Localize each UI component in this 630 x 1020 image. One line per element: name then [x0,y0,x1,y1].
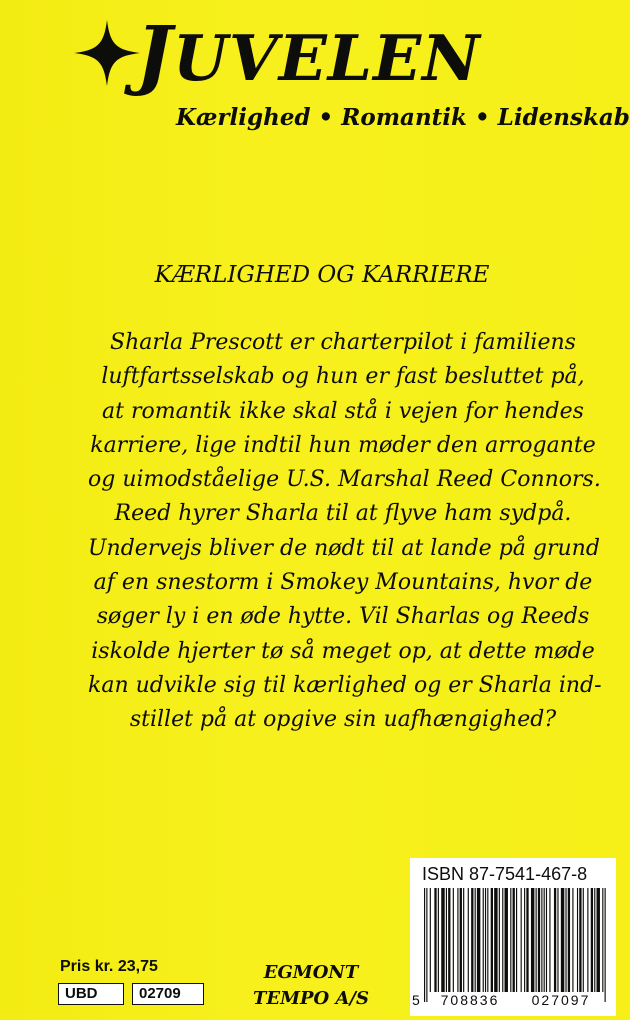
blurb-line: luftfartsselskab og hun er fast besluttet på, [101,364,585,390]
blurb-heading: KÆRLIGHED OG KARRIERE [154,262,490,288]
four-point-star-icon [74,20,140,86]
blurb-text [88,326,602,738]
barcode-bar [468,888,469,992]
barcode-bar [494,888,497,992]
ean-first-digit: 5 [412,992,420,1008]
barcode-bar [568,888,570,992]
barcode-bar [521,888,522,992]
barcode-bar [438,888,439,992]
blurb-line: og uimodståelige U.S. Marshal Reed Connors. [88,467,601,493]
price-codes [58,983,204,1005]
isbn-number: ISBN 87-7541-467-8 [422,864,588,884]
barcode-bar [434,888,436,992]
ean-digit-group: 708836 [428,992,512,1008]
barcode-bar [577,888,578,992]
barcode-bar [502,888,503,992]
barcode-bar [561,888,564,992]
barcode-bar [505,888,508,992]
blurb-line: iskolde hjerter tø så meget op, at dette møde [91,638,595,664]
barcode-bar [463,888,464,992]
barcode-bar [477,888,480,992]
ubd-code-box: UBD [58,983,124,1005]
barcode-bar [546,888,547,992]
barcode-bar [526,888,528,1002]
barcode-bar [572,888,573,992]
barcode-bar [565,888,566,992]
barcode-bar [579,888,581,992]
barcode-bar [430,888,431,992]
barcode-bar [475,888,476,992]
barcode-bar [487,888,488,992]
barcode-bar [424,888,425,1002]
blurb-line: Reed hyrer Sharla til at flyve ham sydpå. [114,501,572,527]
barcode-bar [453,888,454,992]
barcode-image [416,888,610,1002]
barcode-bar [483,888,484,992]
barcode-bar [549,888,550,992]
barcode-bar [531,888,534,1002]
barcode-bar [538,888,540,992]
barcode-bar [457,888,458,992]
barcode-bar [441,888,444,992]
barcode-bar [557,888,558,992]
barcode-bar [446,888,447,992]
barcode-bar [499,888,500,992]
barcode-bar [510,888,511,992]
barcode-bar [544,888,545,992]
barcode-bar [426,888,427,1002]
series-tagline: Kærlighed • Romantik • Lidenskab [176,104,630,131]
barcode-bar [605,888,606,1002]
barcode-bar [516,888,517,992]
blurb-line: kan udvikle sig til kærlighed og er Sharla ind- [88,672,602,698]
ean-digit-group: 027097 [518,992,604,1008]
barcode-bar [591,888,593,992]
barcode-bar [587,888,588,992]
barcode-bar [513,888,515,992]
barcode-bar [485,888,486,992]
barcode-bar [471,888,473,992]
barcode-bar [491,888,493,992]
blurb-line: søger ly i en øde hytte. Vil Sharlas og Reeds [96,604,590,630]
series-title: JUVELEN [136,9,481,98]
barcode-bar [583,888,584,992]
barcode-bar [524,888,525,992]
barcode-bar [602,888,603,1002]
publisher-line: TEMPO A/S [252,988,370,1009]
barcode-panel [410,858,616,1016]
barcode-bar [594,888,595,992]
barcode-bar [536,888,537,1002]
blurb-line: karriere, lige indtil hun møder den arrogante [90,432,596,458]
publisher-line: EGMONT [263,962,359,983]
barcode-bar [541,888,542,992]
blurb-line: at romantik ikke skal stå i vejen for hendes [102,398,584,424]
barcode-bar [448,888,450,992]
barcode-bar [554,888,556,992]
blurb-line: af en snestorm i Smokey Mountains, hvor de [93,570,593,596]
blurb-line: Undervejs bliver de nødt til at lande på grund [88,535,600,561]
barcode-bar [460,888,462,992]
item-code-box: 02709 [132,983,204,1005]
barcode-bar [597,888,600,992]
price-label: Pris kr. 23,75 [60,958,158,975]
blurb-line: stillet på at opgive sin uafhængighed? [129,707,557,733]
publisher-name [246,960,376,1012]
blurb-line: Sharla Prescott er charterpilot i familiens [110,330,576,355]
